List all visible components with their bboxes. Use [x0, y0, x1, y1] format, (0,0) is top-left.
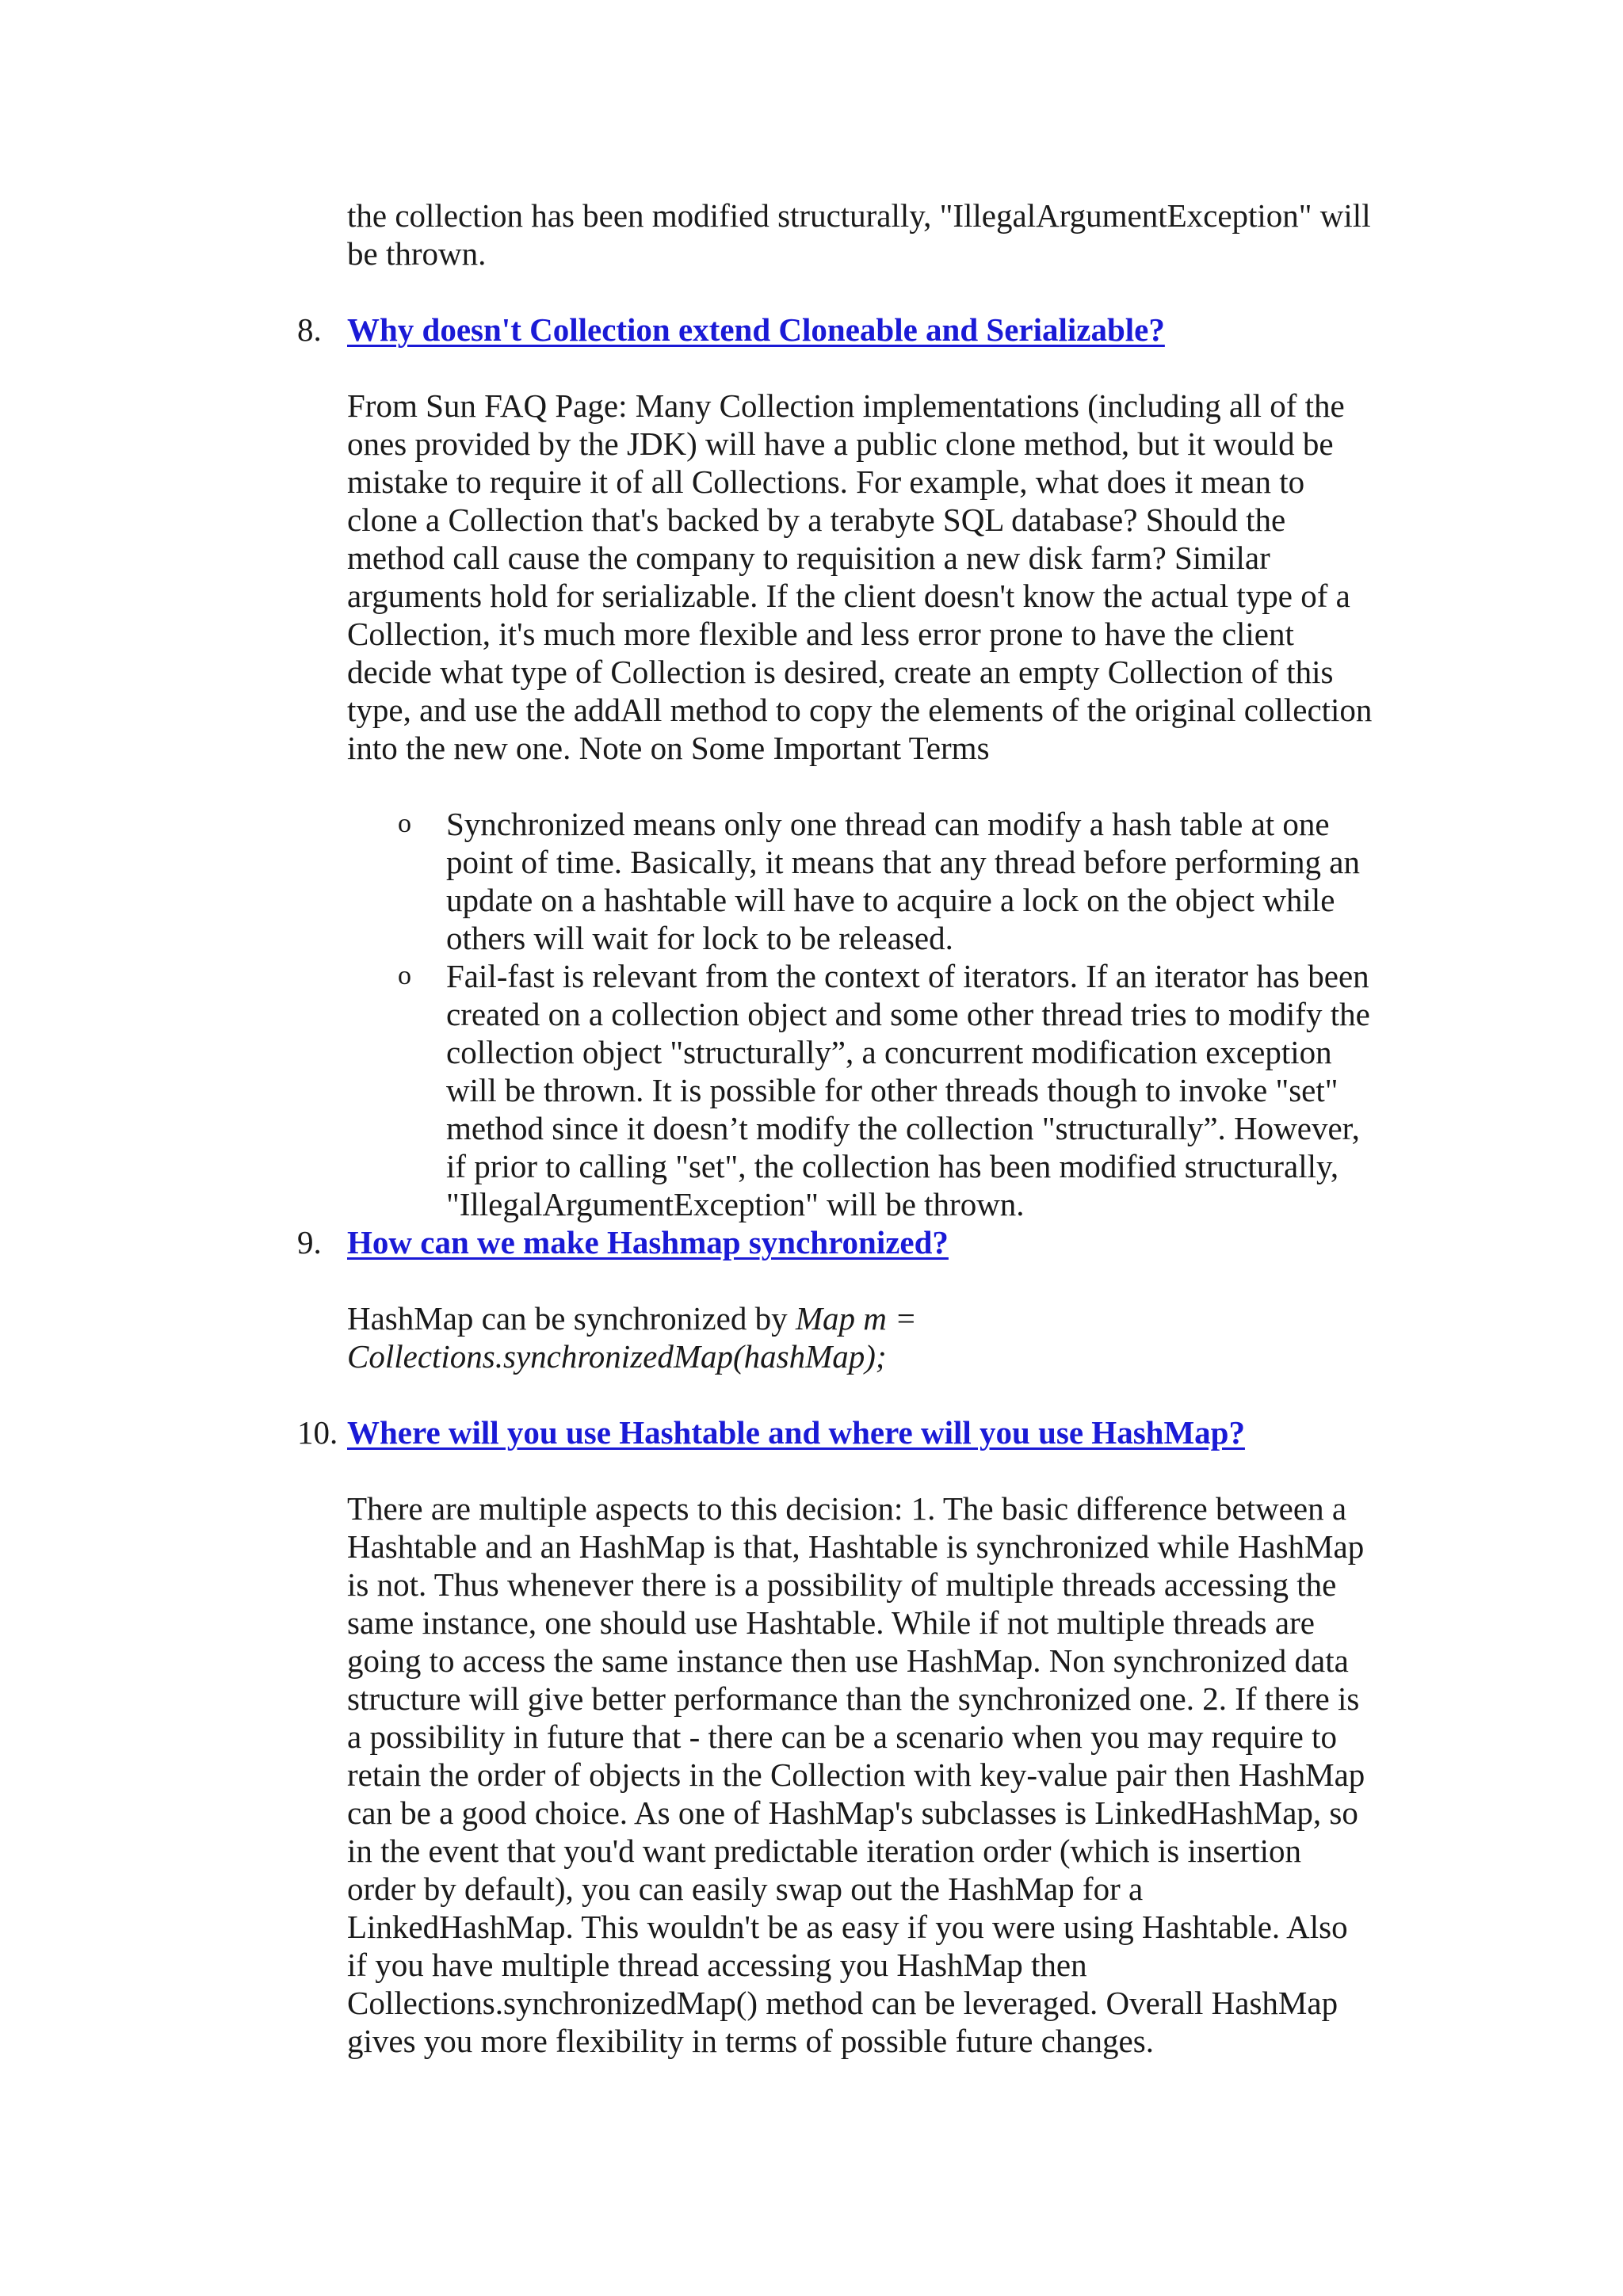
question-number: 9.	[297, 1224, 322, 1261]
answer-line: Collection, it's much more flexible and less error prone to have the client	[347, 616, 1294, 652]
intro-paragraph	[347, 196, 1409, 273]
bullet-marker: o	[398, 809, 411, 838]
answer-line: retain the order of objects in the Collection with key-value pair then HashMap	[347, 1756, 1365, 1793]
answer-line: LinkedHashMap. This wouldn't be as easy if you were using Hashtable. Also	[347, 1909, 1348, 1945]
bullet-line: Synchronized means only one thread can modify a hash table at one	[446, 806, 1330, 842]
answer-paragraph	[347, 1489, 1409, 2060]
code-snippet: Map m =	[795, 1300, 917, 1337]
bullet-line: point of time. Basically, it means that any thread before performing an	[446, 844, 1360, 880]
question-heading	[347, 1413, 1409, 1451]
intro-line: the collection has been modified structurally, "IllegalArgumentException" will	[347, 197, 1371, 234]
answer-line: mistake to require it of all Collections. For example, what does it mean to	[347, 463, 1305, 500]
question-link[interactable]: Where will you use Hashtable and where will you use HashMap?	[347, 1414, 1245, 1451]
bullet-line: "IllegalArgumentException" will be thrown.	[446, 1186, 1025, 1222]
answer-line: clone a Collection that's backed by a terabyte SQL database? Should the	[347, 502, 1286, 538]
bullet-line: Fail-fast is relevant from the context of iterators. If an iterator has been	[446, 958, 1369, 994]
bullet-line: update on a hashtable will have to acquire a lock on the object while	[446, 882, 1335, 918]
bullet-line: method since it doesn’t modify the collection "structurally”. However,	[446, 1110, 1360, 1146]
answer-line: ones provided by the JDK) will have a public clone method, but it would be	[347, 425, 1334, 462]
answer-line: into the new one. Note on Some Important Terms	[347, 730, 990, 766]
bullet-line: created on a collection object and some other thread tries to modify the	[446, 996, 1370, 1032]
answer-line: Collections.synchronizedMap() method can be leveraged. Overall HashMap	[347, 1985, 1338, 2021]
answer-line	[347, 1337, 1409, 1375]
question-number: 10.	[297, 1414, 338, 1451]
answer-line: a possibility in future that - there can be a scenario when you may require to	[347, 1718, 1337, 1755]
bullet-item	[446, 805, 1413, 957]
answer-line: going to access the same instance then use HashMap. Non synchronized data	[347, 1642, 1349, 1679]
question-link[interactable]: How can we make Hashmap synchronized?	[347, 1224, 949, 1261]
bullet-line: collection object "structurally”, a concurrent modification exception	[446, 1034, 1332, 1070]
answer-line: if you have multiple thread accessing you HashMap then	[347, 1947, 1087, 1983]
answer-line: There are multiple aspects to this decision: 1. The basic difference between a	[347, 1490, 1347, 1527]
bullet-line: others will wait for lock to be released.	[446, 920, 953, 956]
answer-paragraph	[347, 387, 1409, 767]
answer-line: gives you more flexibility in terms of possible future changes.	[347, 2023, 1154, 2059]
question-link[interactable]: Why doesn't Collection extend Cloneable and Serializable?	[347, 311, 1165, 348]
answer-line: method call cause the company to requisition a new disk farm? Similar	[347, 540, 1270, 576]
answer-line: structure will give better performance than the synchronized one. 2. If there is	[347, 1680, 1360, 1717]
answer-line: Hashtable and an HashMap is that, Hashtable is synchronized while HashMap	[347, 1528, 1365, 1565]
bullet-marker: o	[398, 961, 411, 990]
answer-line: From Sun FAQ Page: Many Collection implementations (including all of the	[347, 387, 1345, 424]
answer-line: order by default), you can easily swap out the HashMap for a	[347, 1871, 1144, 1907]
answer-line: can be a good choice. As one of HashMap's subclasses is LinkedHashMap, so	[347, 1794, 1358, 1831]
question-heading	[347, 311, 1409, 349]
answer-text: HashMap can be synchronized by	[347, 1300, 796, 1337]
answer-line: same instance, one should use Hashtable. While if not multiple threads are	[347, 1604, 1315, 1641]
answer-line	[347, 1299, 1409, 1337]
code-snippet: Collections.synchronizedMap(hashMap);	[347, 1338, 887, 1375]
answer-line: type, and use the addAll method to copy the elements of the original collection	[347, 692, 1373, 728]
bullet-line: will be thrown. It is possible for other threads though to invoke "set"	[446, 1072, 1338, 1108]
bullet-item	[446, 957, 1413, 1223]
question-heading	[347, 1223, 1409, 1261]
answer-paragraph	[347, 1299, 1409, 1375]
intro-line: be thrown.	[347, 235, 487, 272]
answer-line: decide what type of Collection is desired, create an empty Collection of this	[347, 654, 1334, 690]
answer-line: arguments hold for serializable. If the client doesn't know the actual type of a	[347, 578, 1350, 614]
answer-line: is not. Thus whenever there is a possibility of multiple threads accessing the	[347, 1566, 1337, 1603]
question-number: 8.	[297, 311, 322, 348]
answer-line: in the event that you'd want predictable iteration order (which is insertion	[347, 1833, 1301, 1869]
bullet-line: if prior to calling "set", the collection has been modified structurally,	[446, 1148, 1339, 1184]
